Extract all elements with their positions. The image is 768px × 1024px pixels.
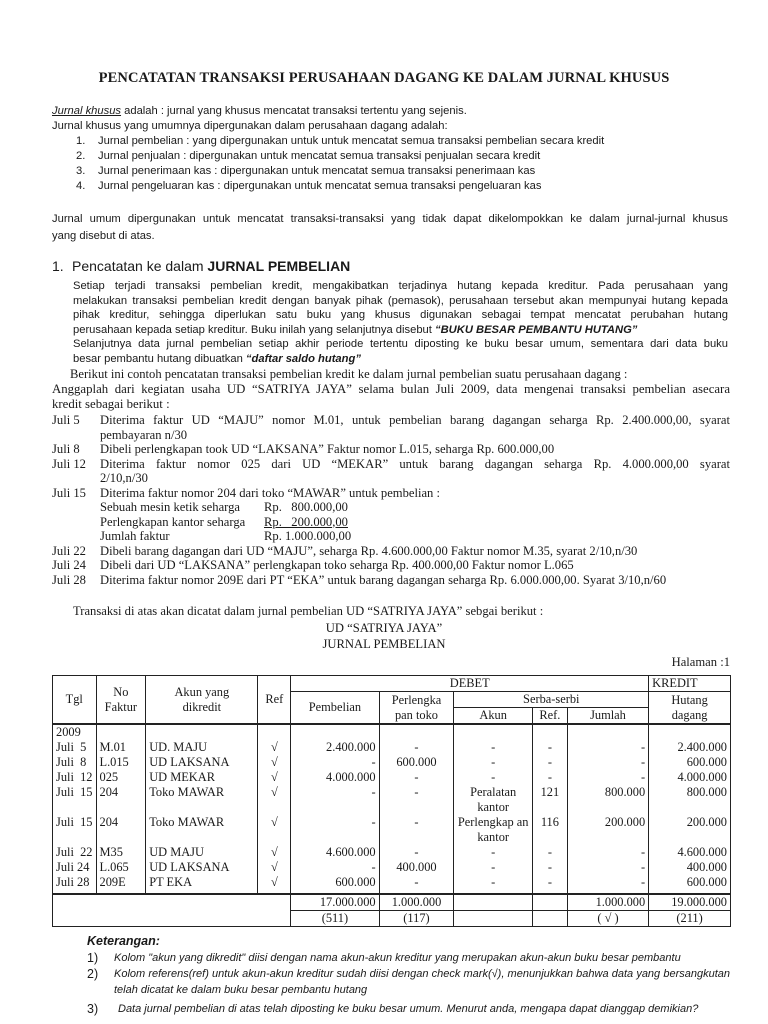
transaction-item — [52, 413, 730, 442]
post-ref-perlengkapan: (117) — [379, 911, 454, 927]
empty-cell — [146, 724, 258, 740]
jurnal-umum-paragraph — [52, 211, 728, 245]
keterangan-heading: Keterangan: — [87, 934, 160, 948]
heading-text: Pencatatan ke dalam — [72, 258, 208, 274]
header-hutang-dagang: Hutang dagang — [649, 692, 731, 725]
journal-title: JURNAL PEMBELIAN — [322, 637, 446, 651]
term-buku-besar: “BUKU BESAR PEMBANTU HUTANG” — [434, 323, 638, 336]
cell-s_ref: - — [532, 845, 567, 860]
invoice-detail-row — [100, 515, 730, 530]
transaction-description — [100, 413, 730, 442]
post-ref-serba: ( √ ) — [567, 911, 648, 927]
list-number: 1. — [76, 135, 86, 147]
empty-cell — [567, 724, 648, 740]
transaction-line: pembayaran n/30 — [100, 427, 188, 442]
term-jurnal-khusus: Jurnal khusus — [52, 105, 122, 117]
cell-s_akun: - — [454, 845, 533, 860]
document-title: PENCATATAN TRANSAKSI PERUSAHAAN DAGANG KE DALAM JURNAL KHUSUS — [98, 70, 670, 86]
invoice-detail-label: Perlengkapan kantor seharga — [100, 514, 246, 529]
table-row — [53, 815, 731, 845]
cell-perl: - — [379, 785, 454, 815]
cell-no: L.065 — [96, 860, 146, 875]
table-row — [53, 755, 731, 770]
example-intro — [70, 367, 730, 382]
cell-hutang: 600.000 — [649, 755, 731, 770]
item-text: Kolom "akun yang dikredit" diisi dengan nama akun-akun kreditur yang merupakan akun-akun buku besar pembantu — [114, 952, 681, 964]
section-heading — [52, 258, 350, 274]
cell-s_ref: 116 — [532, 815, 567, 845]
cell-no: M.01 — [96, 740, 146, 755]
cell-hutang: 800.000 — [649, 785, 731, 815]
journal-intro: Transaksi di atas akan dicatat dalam jurnal pembelian UD “SATRIYA JAYA” sebgai berikut : — [73, 604, 544, 618]
paragraph-line: Anggaplah dari kegiatan usaha UD “SATRIYA JAYA” selama bulan Juli 2009, data mengenai transaksi pembelian asecara — [52, 382, 730, 396]
cell-pembelian: - — [291, 860, 379, 875]
transaction-line: Dibeli barang dagangan dari UD “MAJU”, seharga Rp. 4.600.000,00 Faktur nomor M.35, syarat 2/10,n/30 — [100, 543, 638, 558]
transaction-date: Juli 15 — [52, 485, 86, 500]
transaction-line: Diterima faktur UD “MAJU” nomor M.01, untuk pembelian barang dagangan seharga Rp. 2.400.000,00, syarat — [100, 413, 730, 427]
invoice-detail-amount: Rp. 800.000,00 — [264, 500, 348, 514]
paragraph-line: perusahaan kepada setiap kreditur. Buku inilah yang selanjutnya disebut — [73, 323, 435, 336]
transaction-line: Diterima faktur nomor 025 dari UD “MEKAR” untuk barang dagangan seharga Rp. 4.000.000,00 syarat — [100, 456, 730, 471]
page-label: Halaman :1 — [671, 655, 730, 669]
keterangan-section — [75, 932, 730, 1018]
cell-s_akun: - — [454, 875, 533, 894]
cell-ref: √ — [258, 815, 291, 845]
cell-s_akun: - — [454, 755, 533, 770]
cell-pembelian: 4.000.000 — [291, 770, 379, 785]
header-no-faktur: No Faktur — [96, 676, 146, 725]
intro-section — [52, 104, 722, 194]
cell-ref: √ — [258, 755, 291, 770]
invoice-detail-label: Jumlah faktur — [100, 529, 170, 543]
cell-perl: - — [379, 845, 454, 860]
cell-ref: √ — [258, 785, 291, 815]
header-serba-ref: Ref. — [532, 708, 567, 725]
empty-cell — [291, 724, 379, 740]
empty-cell — [532, 724, 567, 740]
cell-s_jumlah: 200.000 — [567, 815, 648, 845]
cell-s_ref: - — [532, 860, 567, 875]
transaction-line: Diterima faktur nomor 204 dari toko “MAWAR” untuk pembelian : — [100, 485, 440, 500]
empty-cell — [454, 724, 533, 740]
post-ref-pembelian: (511) — [291, 911, 379, 927]
transaction-description — [100, 442, 730, 457]
cell-s_jumlah: - — [567, 875, 648, 894]
cell-perl: - — [379, 770, 454, 785]
header-akun-dikredit: Akun yang dikredit — [146, 676, 258, 725]
transaction-item — [52, 486, 730, 544]
jurnal-khusus-definition — [52, 104, 722, 119]
empty-cell — [649, 724, 731, 740]
year-row — [53, 724, 731, 740]
empty-cell — [379, 724, 454, 740]
journal-company: UD “SATRIYA JAYA” — [325, 621, 443, 635]
year-cell: 2009 — [53, 724, 97, 740]
cell-s_akun: Perlengkap an kantor — [454, 815, 533, 845]
transaction-item — [52, 558, 730, 573]
cell-no: M35 — [96, 845, 146, 860]
cell-perl: - — [379, 740, 454, 755]
item-text: Kolom referens(ref) untuk akun-akun kreditur sudah diisi dengan check mark(√), menunjukkan bahwa data yang bersangkutan telah dicatat ke dalam buku besar pembantu hutang — [114, 968, 730, 996]
transaction-date: Juli 12 — [52, 456, 86, 471]
header-debet: DEBET — [291, 676, 649, 692]
transaction-date: Juli 8 — [52, 442, 80, 456]
cell-tgl: Juli 24 — [53, 860, 97, 875]
paragraph-line: Selanjutnya data jurnal pembelian setiap akhir periode tertentu diposting ke buku besar umum, sementara dari data buku — [73, 338, 728, 351]
cell-hutang: 4.000.000 — [649, 770, 731, 785]
header-tgl: Tgl — [53, 676, 97, 725]
cell-pembelian: - — [291, 755, 379, 770]
cell-s_jumlah: - — [567, 860, 648, 875]
table-row — [53, 785, 731, 815]
item-number: 2) — [87, 967, 99, 981]
invoice-detail-amount: Rp. 1.000.000,00 — [264, 529, 352, 543]
list-item — [52, 164, 722, 179]
header-serba-akun: Akun — [454, 708, 533, 725]
cell-akun: UD LAKSANA — [146, 755, 258, 770]
cell-ref: √ — [258, 860, 291, 875]
cell-akun: UD LAKSANA — [146, 860, 258, 875]
cell-hutang: 600.000 — [649, 875, 731, 894]
paragraph-line: yang disebut di atas. — [52, 230, 155, 242]
list-text: Jurnal penjualan : dipergunakan untuk mencatat semua transaksi penjualan secara kredit — [98, 150, 541, 162]
transaction-line: Dibeli perlengkapan took UD “LAKSANA” Faktur nomor L.015, seharga Rp. 600.000,00 — [100, 442, 555, 456]
header-ref: Ref — [258, 676, 291, 725]
cell-tgl: Juli 8 — [53, 755, 97, 770]
cell-no: 204 — [96, 785, 146, 815]
cell-s_akun: - — [454, 860, 533, 875]
cell-s_ref: 121 — [532, 785, 567, 815]
paragraph-line: Berikut ini contoh pencatatan transaksi pembelian kredit ke dalam jurnal pembelian suatu perusahaan dagang : — [70, 367, 628, 381]
total-perlengkapan: 1.000.000 — [379, 894, 454, 911]
cell-no: L.015 — [96, 755, 146, 770]
keterangan-item — [75, 1000, 730, 1018]
section-paragraph — [73, 279, 728, 367]
cell-pembelian: - — [291, 815, 379, 845]
cell-s_jumlah: - — [567, 845, 648, 860]
table-row — [53, 845, 731, 860]
keterangan-item — [75, 950, 730, 966]
totals-row — [53, 894, 731, 911]
cell-s_jumlah: - — [567, 770, 648, 785]
list-number: 4. — [76, 180, 86, 192]
transaction-description — [100, 457, 730, 486]
transaction-description — [100, 573, 730, 588]
table-row — [53, 875, 731, 894]
paragraph-line: besar pembantu hutang dibuatkan — [73, 352, 246, 365]
cell-pembelian: 4.600.000 — [291, 845, 379, 860]
list-text: Jurnal penerimaan kas : dipergunakan untuk mencatat semua transaksi penerimaan kas — [98, 165, 536, 177]
transaction-line: Diterima faktur nomor 209E dari PT “EKA” untuk barang dagangan seharga Rp. 6.000.000,00. Syarat 3/10,n/60 — [100, 572, 667, 587]
cell-tgl: Juli 12 — [53, 770, 97, 785]
cell-hutang: 4.600.000 — [649, 845, 731, 860]
cell-hutang: 400.000 — [649, 860, 731, 875]
header-perlengkapan: Perlengka pan toko — [379, 692, 454, 725]
transaction-line: 2/10,n/30 — [100, 471, 148, 485]
cell-akun: UD MAJU — [146, 845, 258, 860]
heading-bold: JURNAL PEMBELIAN — [207, 258, 351, 274]
cell-tgl: Juli 15 — [53, 815, 97, 845]
example-intro-2 — [52, 382, 730, 412]
transaction-description — [100, 558, 730, 573]
list-text: Jurnal pengeluaran kas : dipergunakan untuk mencatat semua transaksi pengeluaran kas — [98, 180, 542, 192]
list-number: 2. — [76, 150, 86, 162]
cell-akun: PT EKA — [146, 875, 258, 894]
cell-s_ref: - — [532, 770, 567, 785]
cell-hutang: 200.000 — [649, 815, 731, 845]
cell-ref: √ — [258, 875, 291, 894]
invoice-detail-row — [100, 529, 730, 544]
table-row — [53, 860, 731, 875]
cell-no: 204 — [96, 815, 146, 845]
cell-no: 209E — [96, 875, 146, 894]
keterangan-item — [75, 966, 730, 998]
list-item — [52, 179, 722, 194]
list-number: 3. — [76, 165, 86, 177]
cell-no: 025 — [96, 770, 146, 785]
invoice-detail-row — [100, 500, 730, 515]
intro-line: Jurnal khusus yang umumnya dipergunakan dalam perusahaan dagang adalah: — [52, 120, 448, 132]
cell-s_ref: - — [532, 755, 567, 770]
cell-s_ref: - — [532, 740, 567, 755]
cell-tgl: Juli 5 — [53, 740, 97, 755]
cell-s_jumlah: 800.000 — [567, 785, 648, 815]
transaction-item — [52, 544, 730, 559]
cell-s_akun: - — [454, 770, 533, 785]
transaction-line: Dibeli dari UD “LAKSANA” perlengkapan toko seharga Rp. 400.000,00 Faktur nomor L.065 — [100, 558, 574, 572]
header-serba-jumlah: Jumlah — [567, 708, 648, 725]
cell-s_jumlah: - — [567, 755, 648, 770]
cell-perl: - — [379, 875, 454, 894]
cell-perl: 600.000 — [379, 755, 454, 770]
cell-perl: 400.000 — [379, 860, 454, 875]
cell-ref: √ — [258, 770, 291, 785]
header-serba-serbi: Serba-serbi — [454, 692, 649, 708]
jurnal-pembelian-table — [52, 675, 731, 927]
definition-text: adalah : jurnal yang khusus mencatat transaksi tertentu yang sejenis. — [121, 105, 467, 117]
empty-cell — [258, 724, 291, 740]
post-ref-hutang: (211) — [649, 911, 731, 927]
empty-cell — [96, 724, 146, 740]
transaction-date: Juli 24 — [52, 558, 86, 572]
cell-s_jumlah: - — [567, 740, 648, 755]
transaction-item — [52, 442, 730, 457]
table-row — [53, 740, 731, 755]
section-number: 1. — [52, 258, 64, 274]
paragraph-line: Jurnal umum dipergunakan untuk mencatat transaksi-transaksi yang tidak dapat dikelompokkan ke dalam jurnal-jurnal khusus — [52, 213, 728, 225]
cell-pembelian: 2.400.000 — [291, 740, 379, 755]
cell-ref: √ — [258, 740, 291, 755]
cell-tgl: Juli 28 — [53, 875, 97, 894]
cell-pembelian: - — [291, 785, 379, 815]
table-totals — [53, 894, 731, 927]
list-text: Jurnal pembelian : yang dipergunakan untuk untuk mencatat semua transaksi pembelian secara kredit — [98, 135, 605, 147]
paragraph-line: kredit sebagai berikut : — [52, 397, 170, 411]
cell-ref: √ — [258, 845, 291, 860]
transaction-date: Juli 28 — [52, 572, 86, 587]
invoice-detail-amount: Rp. 200.000,00 — [264, 514, 348, 529]
paragraph-line: melakukan transaksi pembelian kredit dengan banyak pihak (pemasok), perusahaan tersebut akan mempunyai hutang kepada — [73, 294, 728, 307]
cell-tgl: Juli 22 — [53, 845, 97, 860]
table-body — [53, 724, 731, 894]
transaction-description — [100, 486, 730, 544]
paragraph-line: Setiap terjadi transaksi pembelian kredit, mengakibatkan terjadinya hutang kepada kreditur. Pada perusahaan yang — [73, 280, 728, 292]
cell-hutang: 2.400.000 — [649, 740, 731, 755]
cell-akun: UD. MAJU — [146, 740, 258, 755]
total-hutang: 19.000.000 — [649, 894, 731, 911]
cell-perl: - — [379, 815, 454, 845]
header-pembelian: Pembelian — [291, 692, 379, 725]
total-serba-jumlah: 1.000.000 — [567, 894, 648, 911]
transaction-description — [100, 544, 730, 559]
list-item — [52, 134, 722, 149]
cell-akun: Toko MAWAR — [146, 785, 258, 815]
cell-akun: Toko MAWAR — [146, 815, 258, 845]
cell-tgl: Juli 15 — [53, 785, 97, 815]
item-text: Data jurnal pembelian di atas telah diposting ke buku besar umum. Menurut anda, mengapa dapat dianggap demikian? — [118, 1003, 699, 1015]
table-row — [53, 770, 731, 785]
item-number: 3) — [87, 1002, 99, 1016]
term-daftar-saldo: “daftar saldo hutang” — [245, 352, 361, 365]
total-pembelian: 17.000.000 — [291, 894, 379, 911]
item-number: 1) — [87, 951, 99, 965]
cell-s_akun: - — [454, 740, 533, 755]
cell-s_ref: - — [532, 875, 567, 894]
invoice-detail-label: Sebuah mesin ketik seharga — [100, 500, 241, 514]
transaction-list — [52, 413, 730, 587]
cell-s_akun: Peralatan kantor — [454, 785, 533, 815]
header-kredit: KREDIT — [649, 676, 731, 692]
transaction-date: Juli 22 — [52, 543, 86, 558]
transaction-item — [52, 573, 730, 588]
transaction-date: Juli 5 — [52, 413, 80, 427]
transaction-item — [52, 457, 730, 486]
list-item — [52, 149, 722, 164]
cell-akun: UD MEKAR — [146, 770, 258, 785]
paragraph-line: pihak kreditur, sehingga diperlukan satu buku yang khusus digunakan sebagai tempat mencatat perubahan hutang — [73, 309, 728, 322]
cell-pembelian: 600.000 — [291, 875, 379, 894]
